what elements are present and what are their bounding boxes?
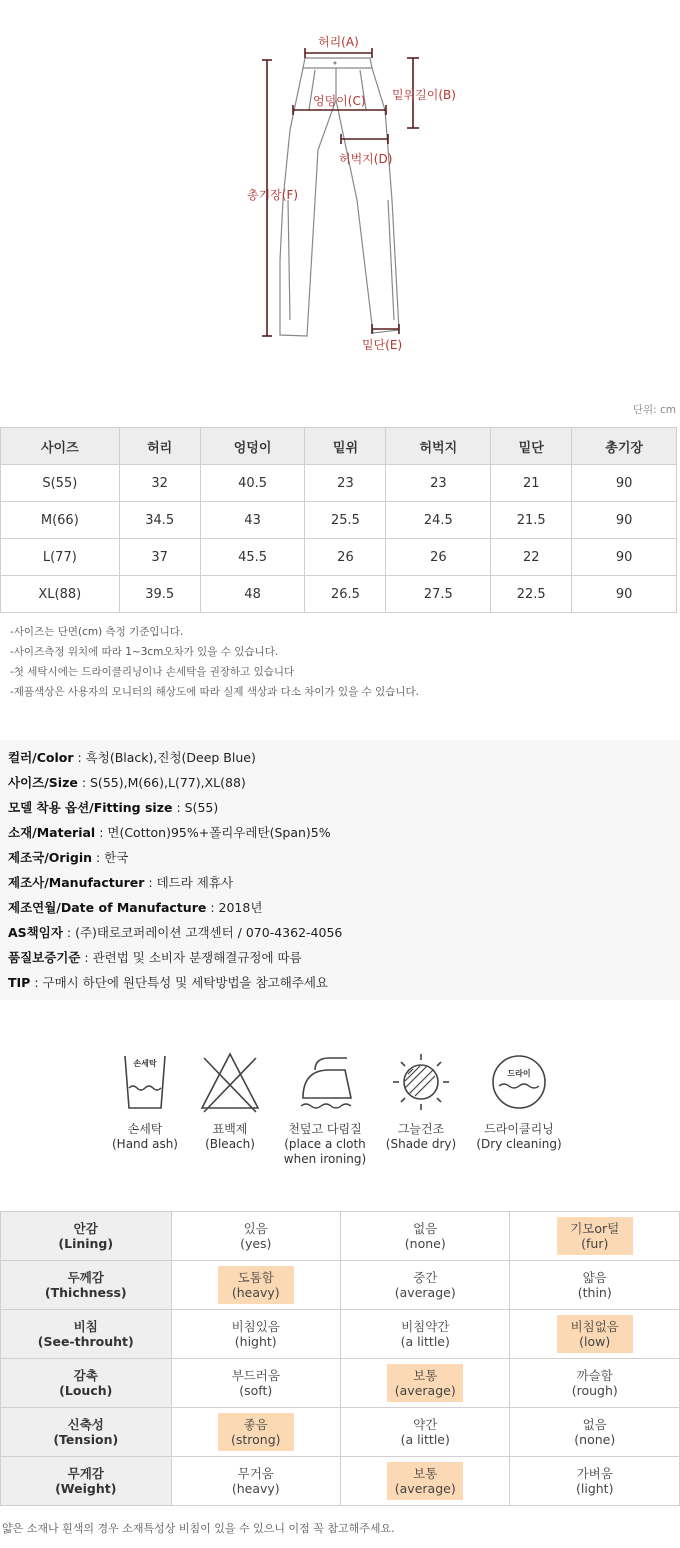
characteristic-option xyxy=(171,1457,340,1506)
column-header: 총기장 xyxy=(572,428,677,465)
label-ko: 비침 xyxy=(73,1319,98,1334)
info-value: : S(55) xyxy=(172,800,219,815)
info-row-warranty xyxy=(8,948,302,966)
info-value: : 데드라 제휴사 xyxy=(144,875,234,890)
option-en: (heavy) xyxy=(231,1285,280,1300)
measurement-cell: 43 xyxy=(200,502,305,539)
care-shade-dry xyxy=(366,1050,476,1152)
care-label: 그늘건조 xyxy=(397,1122,445,1136)
option-en: (heavy) xyxy=(231,1481,280,1496)
info-key: 제조사/Manufacturer xyxy=(8,875,145,890)
measurement-cell: 32 xyxy=(119,465,200,502)
info-key: 컬러/Color xyxy=(8,750,74,765)
option-ko: 중간 xyxy=(413,1270,438,1285)
option-ko: 없음 xyxy=(413,1221,438,1236)
option-ko: 가벼움 xyxy=(576,1466,613,1481)
characteristic-row xyxy=(1,1310,680,1359)
care-iron-with-cloth xyxy=(270,1050,380,1167)
column-header: 밑위 xyxy=(305,428,386,465)
characteristic-option xyxy=(341,1310,510,1359)
option-ko: 부드러움 xyxy=(231,1368,280,1383)
measurement-cell: 90 xyxy=(572,465,677,502)
option-en: (low) xyxy=(579,1334,611,1349)
care-label-en-2: when ironing) xyxy=(283,1152,367,1166)
characteristic-option xyxy=(510,1457,680,1506)
option-ko: 기모or털 xyxy=(570,1221,620,1236)
info-row-origin xyxy=(8,848,128,866)
care-label-en: (Shade dry) xyxy=(385,1137,457,1151)
info-row-tip xyxy=(8,973,328,991)
option-en: (average) xyxy=(394,1481,456,1496)
product-info-box xyxy=(0,740,680,1000)
label-en: (Lining) xyxy=(58,1236,114,1251)
note-line: -첫 세탁시에는 드라이클리닝이나 손세탁을 권장하고 있습니다 xyxy=(10,666,295,678)
info-value: : 면(Cotton)95%+폴리우레탄(Span)5% xyxy=(95,825,331,840)
option xyxy=(236,1217,275,1255)
measurement-cell: 37 xyxy=(119,539,200,576)
option-ko: 비침없음 xyxy=(570,1319,619,1334)
measurement-cell: 23 xyxy=(305,465,386,502)
measurement-cell: 34.5 xyxy=(119,502,200,539)
option-en: (soft) xyxy=(239,1383,273,1398)
option-ko: 도톰함 xyxy=(237,1270,274,1285)
measurement-cell: 26 xyxy=(386,539,491,576)
option-en: (light) xyxy=(576,1481,614,1496)
fabric-characteristics-table xyxy=(0,1211,680,1506)
label-ko: 신축성 xyxy=(67,1417,104,1432)
note-line: -사이즈는 단면(cm) 측정 기준입니다. xyxy=(10,626,184,638)
selected-option-highlight xyxy=(218,1266,294,1304)
label-ko: 두께감 xyxy=(67,1270,104,1285)
info-row-material xyxy=(8,823,331,841)
column-header: 허벅지 xyxy=(386,428,491,465)
table-row xyxy=(1,539,677,576)
label-en: (See-throuht) xyxy=(37,1334,134,1349)
hand-wash-icon xyxy=(115,1050,175,1114)
option xyxy=(228,1364,284,1402)
option-en: (rough) xyxy=(571,1383,618,1398)
option-ko: 보통 xyxy=(413,1466,438,1481)
size-notes xyxy=(10,622,419,702)
table-row xyxy=(1,502,677,539)
care-label: 천덮고 다림질 xyxy=(288,1122,362,1136)
characteristic-option xyxy=(341,1408,510,1457)
column-header: 사이즈 xyxy=(1,428,120,465)
footnote: 얇은 소재나 흰색의 경우 소재특성상 비침이 있을 수 있으니 이점 꼭 참고해주세요. xyxy=(2,1522,395,1535)
characteristic-row xyxy=(1,1359,680,1408)
care-dry-cleaning xyxy=(464,1050,574,1152)
unit-label: 단위: cm xyxy=(632,404,676,416)
info-key: 제조국/Origin xyxy=(8,850,92,865)
info-key: 소재/Material xyxy=(8,825,96,840)
note-line: -사이즈측정 위치에 따라 1~3cm오차가 있을 수 있습니다. xyxy=(10,646,279,658)
care-label-en: (Bleach) xyxy=(205,1137,255,1151)
measurement-cell: 27.5 xyxy=(386,576,491,613)
characteristic-label xyxy=(1,1359,172,1408)
measurement-cell: 21.5 xyxy=(491,502,572,539)
info-key: TIP xyxy=(8,975,31,990)
label-ko: 무게감 xyxy=(67,1466,104,1481)
measurement-cell: 26 xyxy=(305,539,386,576)
measurement-cell: 90 xyxy=(572,539,677,576)
hip-label: 엉덩이(C) xyxy=(313,94,366,108)
option xyxy=(570,1413,619,1451)
characteristic-label xyxy=(1,1212,172,1261)
no-bleach-icon xyxy=(198,1050,262,1114)
selected-option-highlight xyxy=(557,1217,633,1255)
measurement-cell: 21 xyxy=(491,465,572,502)
hand-wash-icon-text: 손세탁 xyxy=(133,1059,157,1068)
label-en: (Tension) xyxy=(53,1432,119,1447)
care-no-bleach xyxy=(175,1050,285,1152)
option-ko: 비침있음 xyxy=(231,1319,280,1334)
characteristic-option xyxy=(171,1212,340,1261)
option xyxy=(391,1266,460,1304)
option-en: (hight) xyxy=(234,1334,277,1349)
thigh-label: 허벅지(D) xyxy=(339,152,393,166)
size-table-body xyxy=(1,465,677,613)
care-label: 손세탁 xyxy=(127,1122,163,1136)
characteristic-label xyxy=(1,1457,172,1506)
label-ko: 감촉 xyxy=(73,1368,98,1383)
info-key: 사이즈/Size xyxy=(8,775,78,790)
option-ko: 약간 xyxy=(413,1417,438,1432)
option-en: (yes) xyxy=(240,1236,272,1251)
label-en: (Weight) xyxy=(55,1481,117,1496)
characteristic-row xyxy=(1,1212,680,1261)
selected-option-highlight xyxy=(387,1462,463,1500)
selected-option-highlight xyxy=(387,1364,463,1402)
option-en: (a little) xyxy=(400,1432,450,1447)
option-ko: 얇음 xyxy=(582,1270,607,1285)
characteristics-body xyxy=(1,1212,680,1506)
care-label-en: (Dry cleaning) xyxy=(476,1137,562,1151)
measurement-diagram xyxy=(0,0,680,400)
option-ko: 보통 xyxy=(413,1368,438,1383)
option xyxy=(397,1413,454,1451)
iron-with-cloth-icon xyxy=(293,1050,357,1114)
dry-cleaning-icon xyxy=(487,1050,551,1114)
measurement-cell: 23 xyxy=(386,465,491,502)
option xyxy=(574,1266,616,1304)
info-value: : S(55),M(66),L(77),XL(88) xyxy=(77,775,246,790)
characteristic-option xyxy=(341,1457,510,1506)
care-label: 표백제 xyxy=(212,1122,248,1136)
option xyxy=(228,1315,284,1353)
option-ko: 좋음 xyxy=(243,1417,268,1432)
info-row-fitting xyxy=(8,798,218,816)
characteristic-option xyxy=(510,1261,680,1310)
measurement-cell: 25.5 xyxy=(305,502,386,539)
measurement-cell: 24.5 xyxy=(386,502,491,539)
option-ko: 없음 xyxy=(582,1417,607,1432)
selected-option-highlight xyxy=(557,1315,633,1353)
measurement-cell: 26.5 xyxy=(305,576,386,613)
table-row xyxy=(1,465,677,502)
info-key: 품질보증기준 xyxy=(8,950,81,965)
size-cell: XL(88) xyxy=(1,576,120,613)
dry-cleaning-icon-text: 드라이 xyxy=(507,1069,531,1078)
option xyxy=(401,1217,450,1255)
info-key: 모델 착용 옵션/Fitting size xyxy=(8,800,173,815)
info-value: : 2018년 xyxy=(206,900,263,915)
option-en: (strong) xyxy=(230,1432,281,1447)
pants-illustration xyxy=(0,0,680,400)
characteristic-option xyxy=(171,1359,340,1408)
option-ko: 있음 xyxy=(243,1221,268,1236)
option xyxy=(568,1364,622,1402)
option-ko: 비침약간 xyxy=(401,1319,450,1334)
characteristic-row xyxy=(1,1408,680,1457)
info-row-size xyxy=(8,773,246,791)
shade-dry-icon xyxy=(389,1050,453,1114)
characteristic-row xyxy=(1,1457,680,1506)
option-ko: 무거움 xyxy=(237,1466,274,1481)
characteristic-option xyxy=(510,1408,680,1457)
characteristic-row xyxy=(1,1261,680,1310)
option-en: (none) xyxy=(574,1432,616,1447)
label-en: (Thichness) xyxy=(44,1285,127,1300)
care-label-en: (Hand ash) xyxy=(112,1137,178,1151)
care-label-en: (place a cloth xyxy=(284,1137,366,1151)
care-label: 드라이클리닝 xyxy=(484,1122,554,1136)
column-header: 밑단 xyxy=(491,428,572,465)
measurement-cell: 22 xyxy=(491,539,572,576)
info-row-manufacturer xyxy=(8,873,233,891)
option xyxy=(397,1315,454,1353)
info-value: : 구매시 하단에 원단특성 및 세탁방법을 참고해주세요 xyxy=(30,975,329,990)
label-en: (Louch) xyxy=(59,1383,113,1398)
characteristic-option xyxy=(510,1212,680,1261)
info-value: : 흑청(Black),진청(Deep Blue) xyxy=(73,750,256,765)
size-cell: S(55) xyxy=(1,465,120,502)
characteristic-option xyxy=(171,1408,340,1457)
characteristic-label xyxy=(1,1261,172,1310)
info-value: : 한국 xyxy=(92,850,129,865)
option xyxy=(572,1462,617,1500)
measurement-cell: 90 xyxy=(572,576,677,613)
waist-label: 허리(A) xyxy=(318,35,359,49)
hem-label: 밑단(E) xyxy=(362,338,403,352)
measurement-cell: 39.5 xyxy=(119,576,200,613)
characteristic-label xyxy=(1,1408,172,1457)
option-en: (average) xyxy=(394,1383,456,1398)
length-label: 총기장(F) xyxy=(247,188,299,202)
size-cell: L(77) xyxy=(1,539,120,576)
option-en: (fur) xyxy=(581,1236,609,1251)
info-row-date xyxy=(8,898,262,916)
column-header: 엉덩이 xyxy=(200,428,305,465)
measurement-cell: 90 xyxy=(572,502,677,539)
measurement-cell: 40.5 xyxy=(200,465,305,502)
option-en: (thin) xyxy=(577,1285,612,1300)
info-value: : (주)태로코퍼레이션 고객센터 / 070-4362-4056 xyxy=(62,925,343,940)
characteristic-option xyxy=(510,1310,680,1359)
option-en: (a little) xyxy=(400,1334,450,1349)
option-ko: 까슬함 xyxy=(576,1368,613,1383)
option xyxy=(228,1462,284,1500)
info-row-as xyxy=(8,923,342,941)
characteristic-option xyxy=(171,1261,340,1310)
size-cell: M(66) xyxy=(1,502,120,539)
info-key: 제조연월/Date of Manufacture xyxy=(8,900,207,915)
info-value: : 관련법 및 소비자 분쟁해결규정에 따름 xyxy=(80,950,302,965)
table-row xyxy=(1,576,677,613)
characteristic-option xyxy=(341,1359,510,1408)
measurement-cell: 48 xyxy=(200,576,305,613)
characteristic-option xyxy=(171,1310,340,1359)
characteristic-option xyxy=(510,1359,680,1408)
note-line: -제품색상은 사용자의 모니터의 해상도에 따라 실제 색상과 다소 차이가 있을 수 있습니다. xyxy=(10,686,419,698)
size-table xyxy=(0,427,677,613)
selected-option-highlight xyxy=(218,1413,294,1451)
rise-label: 밑위길이(B) xyxy=(392,88,456,102)
table-header-row xyxy=(1,428,677,465)
option-en: (average) xyxy=(394,1285,456,1300)
measurement-cell: 22.5 xyxy=(491,576,572,613)
info-key: AS책임자 xyxy=(8,925,63,940)
characteristic-option xyxy=(341,1261,510,1310)
measurement-cell: 45.5 xyxy=(200,539,305,576)
info-row-color xyxy=(8,748,256,766)
label-ko: 안감 xyxy=(73,1221,98,1236)
option-en: (none) xyxy=(404,1236,446,1251)
characteristic-option xyxy=(341,1212,510,1261)
characteristic-label xyxy=(1,1310,172,1359)
column-header: 허리 xyxy=(119,428,200,465)
